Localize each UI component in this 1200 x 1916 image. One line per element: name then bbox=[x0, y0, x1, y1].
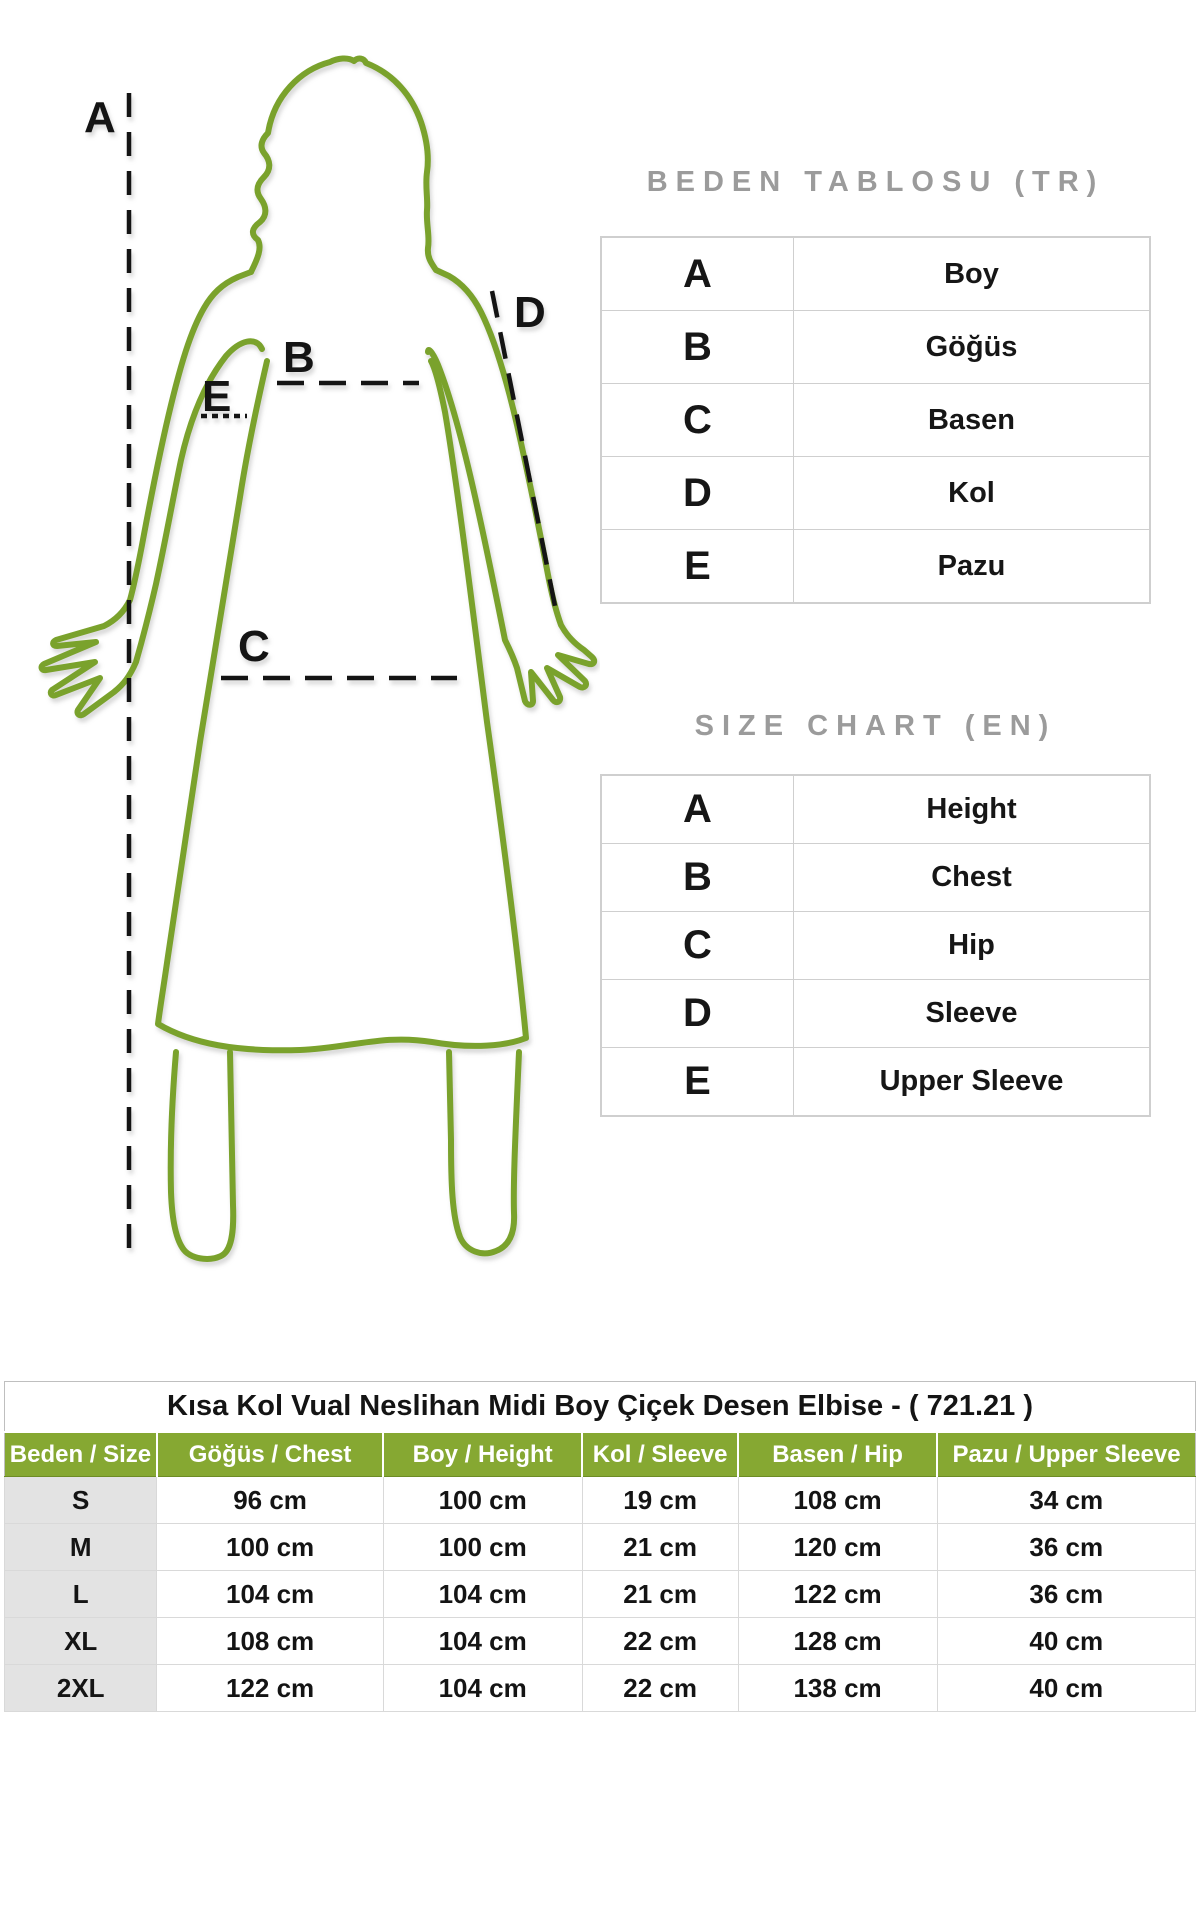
cell: 122 cm bbox=[157, 1665, 383, 1712]
measure-key: B bbox=[601, 311, 794, 384]
cell: 122 cm bbox=[738, 1571, 937, 1618]
col-header: Pazu / Upper Sleeve bbox=[937, 1432, 1195, 1477]
label-C: C bbox=[238, 622, 270, 671]
size-label: M bbox=[5, 1524, 157, 1571]
measure-key: C bbox=[601, 912, 794, 980]
cell: 104 cm bbox=[383, 1618, 582, 1665]
cell: 40 cm bbox=[937, 1665, 1195, 1712]
cell: 104 cm bbox=[157, 1571, 383, 1618]
cell: 21 cm bbox=[582, 1524, 738, 1571]
en-table-title: SIZE CHART (EN) bbox=[694, 710, 1057, 742]
cell: 108 cm bbox=[157, 1618, 383, 1665]
en-row bbox=[601, 844, 1150, 912]
cell: 34 cm bbox=[937, 1477, 1195, 1524]
measure-value: Hip bbox=[794, 912, 1151, 980]
measure-value: Upper Sleeve bbox=[794, 1048, 1151, 1117]
measure-key: D bbox=[601, 980, 794, 1048]
label-D: D bbox=[514, 288, 546, 337]
tr-row bbox=[601, 384, 1150, 457]
measure-value: Height bbox=[794, 775, 1151, 844]
figure-right-leg bbox=[449, 1052, 519, 1253]
tr-row bbox=[601, 530, 1150, 604]
cell: 36 cm bbox=[937, 1524, 1195, 1571]
figure-left-arm bbox=[42, 272, 262, 715]
measure-key: C bbox=[601, 384, 794, 457]
size-label: 2XL bbox=[5, 1665, 157, 1712]
col-header: Göğüs / Chest bbox=[157, 1432, 383, 1477]
cell: 100 cm bbox=[383, 1477, 582, 1524]
measure-key: E bbox=[601, 1048, 794, 1117]
cell: 22 cm bbox=[582, 1618, 738, 1665]
size-label: XL bbox=[5, 1618, 157, 1665]
tr-measurement-table bbox=[600, 236, 1151, 604]
tr-row bbox=[601, 457, 1150, 530]
product-size-table-wrap bbox=[4, 1381, 1196, 1712]
product-size-table bbox=[4, 1381, 1196, 1712]
product-title: Kısa Kol Vual Neslihan Midi Boy Çiçek Desen Elbise - ( 721.21 ) bbox=[5, 1382, 1196, 1433]
label-A: A bbox=[84, 93, 116, 142]
size-row-L bbox=[5, 1571, 1196, 1618]
header-row bbox=[5, 1432, 1196, 1477]
en-row bbox=[601, 980, 1150, 1048]
cell: 104 cm bbox=[383, 1571, 582, 1618]
tr-row bbox=[601, 311, 1150, 384]
measure-value: Sleeve bbox=[794, 980, 1151, 1048]
figure-right-arm bbox=[428, 270, 594, 705]
col-header: Basen / Hip bbox=[738, 1432, 937, 1477]
label-B: B bbox=[283, 333, 315, 382]
figure-head-outline bbox=[251, 58, 436, 272]
cell: 120 cm bbox=[738, 1524, 937, 1571]
measure-value: Basen bbox=[794, 384, 1151, 457]
measure-value: Boy bbox=[794, 237, 1151, 311]
measure-key: D bbox=[601, 457, 794, 530]
title-row bbox=[5, 1382, 1196, 1433]
measure-key: E bbox=[601, 530, 794, 604]
label-E: E bbox=[202, 372, 232, 421]
size-row-S bbox=[5, 1477, 1196, 1524]
cell: 21 cm bbox=[582, 1571, 738, 1618]
cell: 36 cm bbox=[937, 1571, 1195, 1618]
cell: 96 cm bbox=[157, 1477, 383, 1524]
en-row bbox=[601, 1048, 1150, 1117]
size-label: S bbox=[5, 1477, 157, 1524]
size-row-2XL bbox=[5, 1665, 1196, 1712]
col-header: Kol / Sleeve bbox=[582, 1432, 738, 1477]
cell: 108 cm bbox=[738, 1477, 937, 1524]
cell: 128 cm bbox=[738, 1618, 937, 1665]
tr-table-title: BEDEN TABLOSU (TR) bbox=[646, 166, 1105, 198]
en-measurement-table bbox=[600, 774, 1151, 1117]
figure-dress-outline bbox=[158, 361, 526, 1050]
size-label: L bbox=[5, 1571, 157, 1618]
cell: 40 cm bbox=[937, 1618, 1195, 1665]
size-row-XL bbox=[5, 1618, 1196, 1665]
en-row bbox=[601, 775, 1150, 844]
measure-value: Pazu bbox=[794, 530, 1151, 604]
measure-key: A bbox=[601, 237, 794, 311]
figure-left-leg bbox=[171, 1052, 233, 1259]
cell: 100 cm bbox=[157, 1524, 383, 1571]
measure-value: Chest bbox=[794, 844, 1151, 912]
body-measurement-diagram bbox=[0, 0, 600, 1290]
cell: 22 cm bbox=[582, 1665, 738, 1712]
cell: 138 cm bbox=[738, 1665, 937, 1712]
cell: 19 cm bbox=[582, 1477, 738, 1524]
measure-value: Kol bbox=[794, 457, 1151, 530]
cell: 100 cm bbox=[383, 1524, 582, 1571]
size-row-M bbox=[5, 1524, 1196, 1571]
cell: 104 cm bbox=[383, 1665, 582, 1712]
measure-key: B bbox=[601, 844, 794, 912]
tr-row bbox=[601, 237, 1150, 311]
measure-key: A bbox=[601, 775, 794, 844]
en-row bbox=[601, 912, 1150, 980]
col-header: Beden / Size bbox=[5, 1432, 157, 1477]
col-header: Boy / Height bbox=[383, 1432, 582, 1477]
measure-value: Göğüs bbox=[794, 311, 1151, 384]
